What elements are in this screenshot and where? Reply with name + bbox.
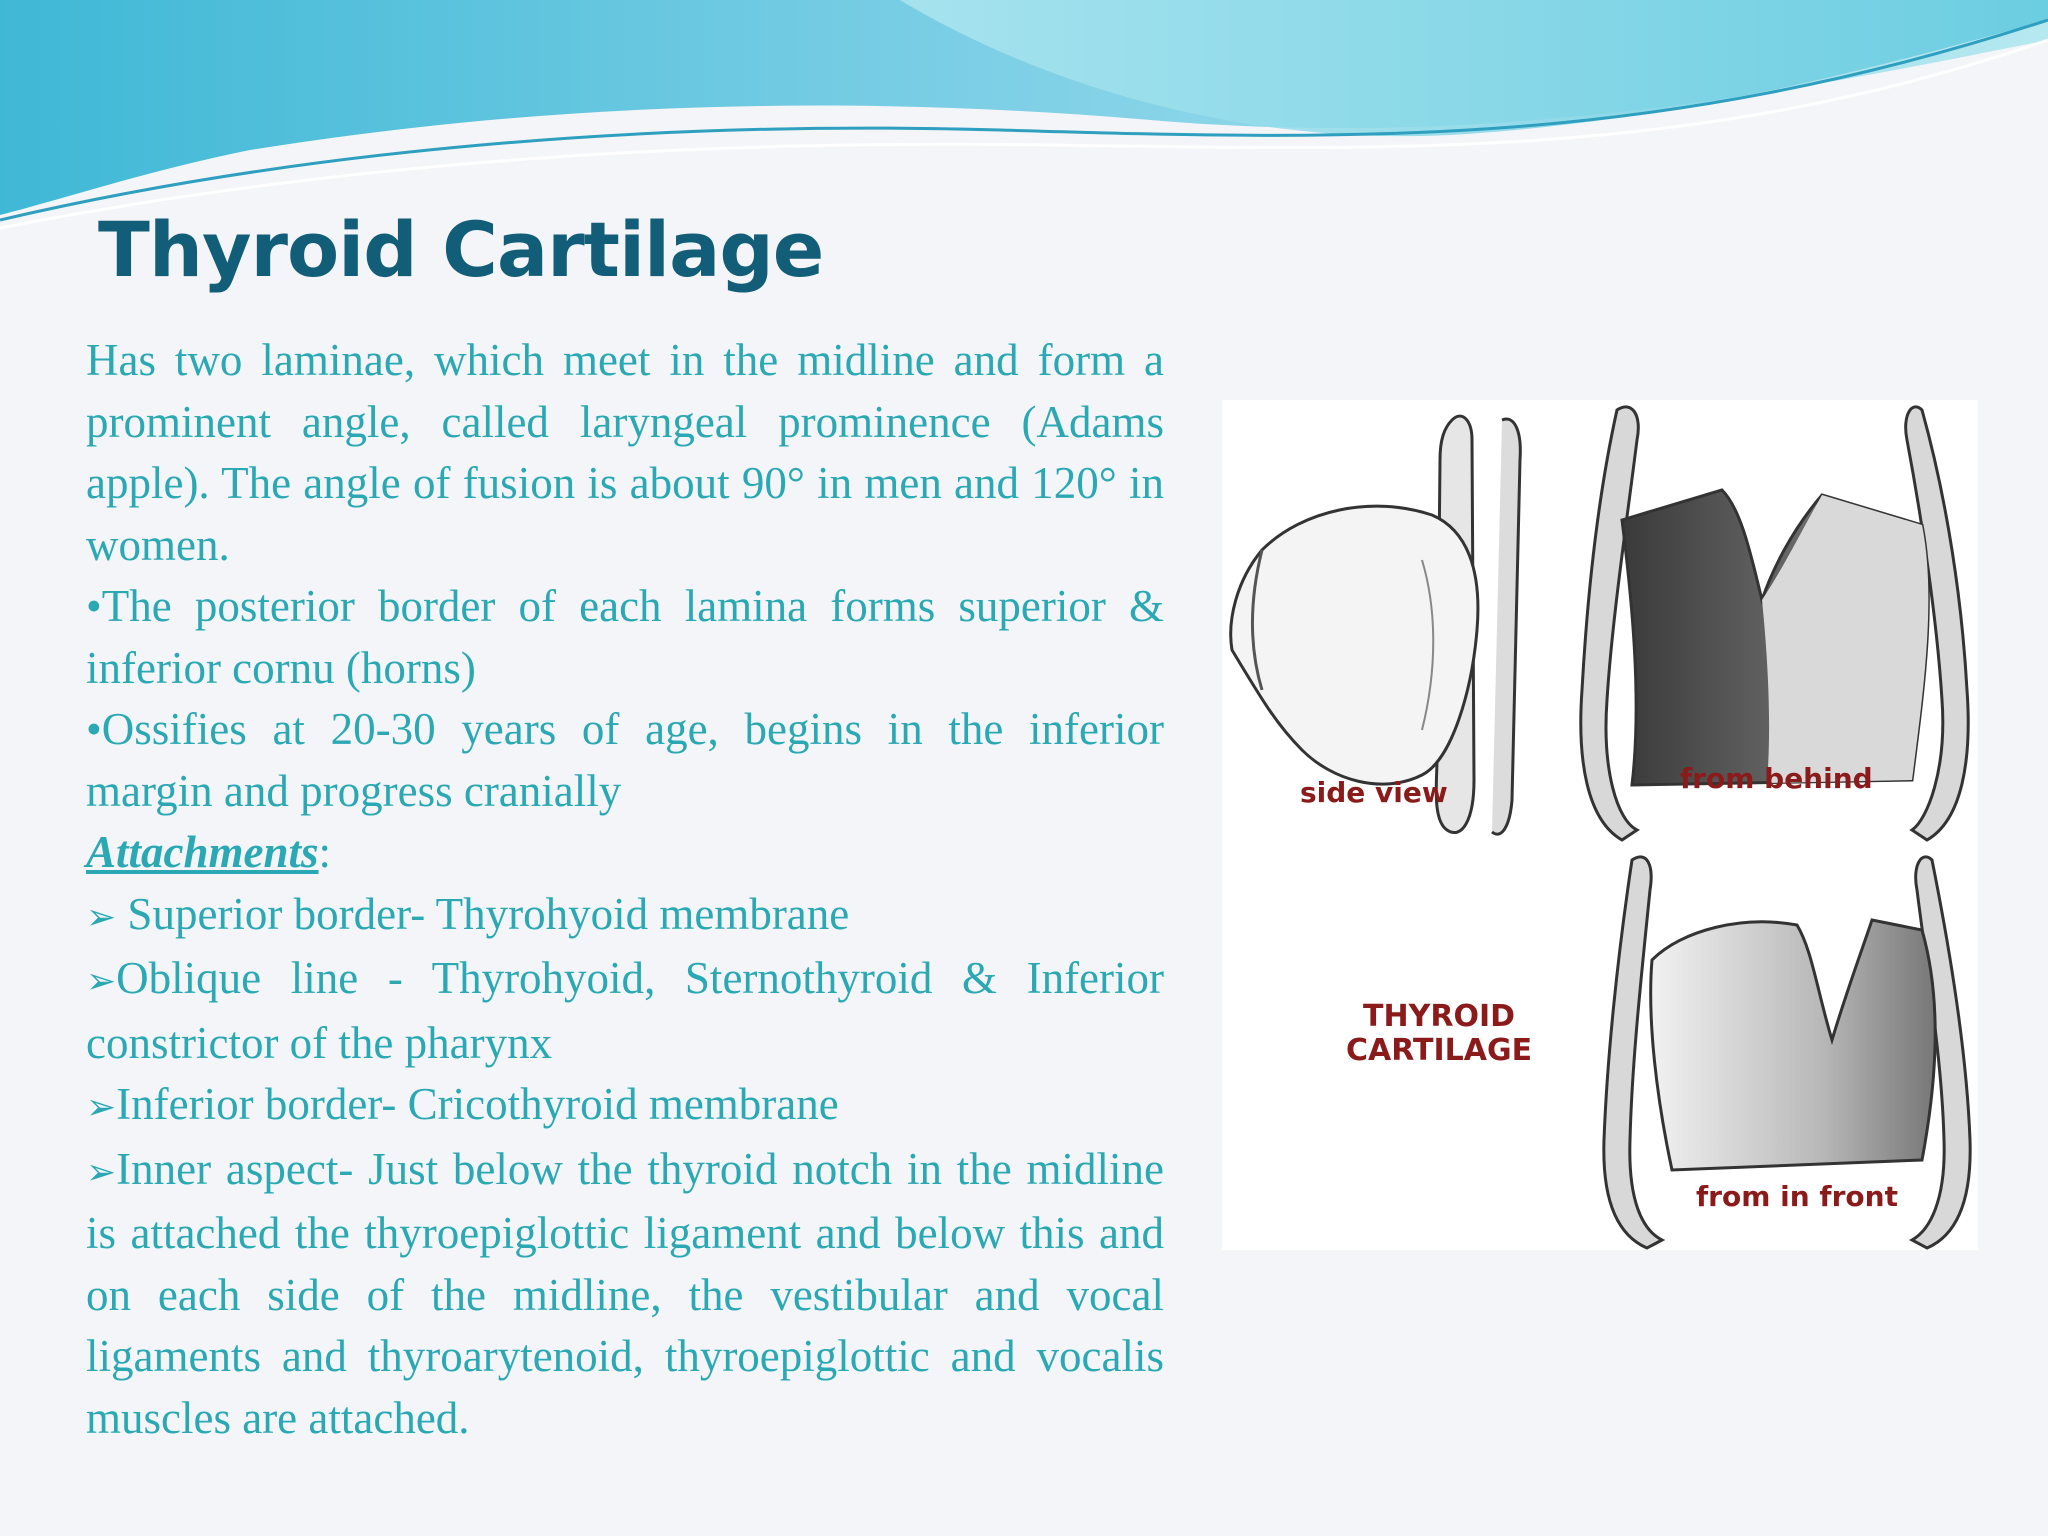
paragraph-posterior-border: •The posterior border of each lamina forms superior & inferior cornu (horns) [86,581,1164,693]
thyroid-cartilage-illustration [1222,400,1978,1250]
label-from-behind: from behind [1680,762,1873,795]
attachment-item [86,1139,1164,1450]
arrow-bullet-icon: ➢ [86,896,117,938]
attachment-text: Oblique line - Thyrohyoid, Sternothyroid & Inferior constrictor of the pharynx [86,953,1164,1068]
attachments-colon: : [318,827,332,877]
attachment-item [86,884,1164,949]
slide-body [86,330,1164,1449]
arrow-bullet-icon: ➢ [86,1087,117,1128]
attachment-item [86,1074,1164,1139]
label-side-view: side view [1300,776,1448,809]
attachment-text: Inferior border- Cricothyroid membrane [116,1079,839,1129]
attachment-item [86,948,1164,1074]
paragraph-ossification: •Ossifies at 20-30 years of age, begins in the inferior margin and progress cranially [86,704,1164,816]
caption-line-1: THYROID [1363,999,1516,1034]
arrow-bullet-icon: ➢ [86,961,117,1002]
cartilage-drawings [1222,400,1978,1250]
attachment-text: Inner aspect- Just below the thyroid notch in the midline is attached the thyroepiglottic ligament and below this and on each side of the midline, the vestibular and vocal ligaments and thyroarytenoid, thyroepiglottic and vocalis muscles are attached. [86,1143,1164,1443]
label-from-in-front: from in front [1696,1180,1898,1213]
paragraph-laminae: Has two laminae, which meet in the midline and form a prominent angle, called laryngeal prominence (Adams apple). The angle of fusion is about 90° in men and 120° in women. [86,335,1164,570]
arrow-bullet-icon: ➢ [86,1151,117,1193]
figure-caption [1346,1000,1532,1068]
attachments-heading-line [86,822,1164,884]
slide-title: Thyroid Cartilage [98,205,824,294]
side-view-drawing [1231,416,1521,834]
attachment-text: Superior border- Thyrohyoid membrane [116,888,850,939]
attachments-heading: Attachments [86,827,319,877]
caption-line-2: CARTILAGE [1346,1033,1533,1068]
